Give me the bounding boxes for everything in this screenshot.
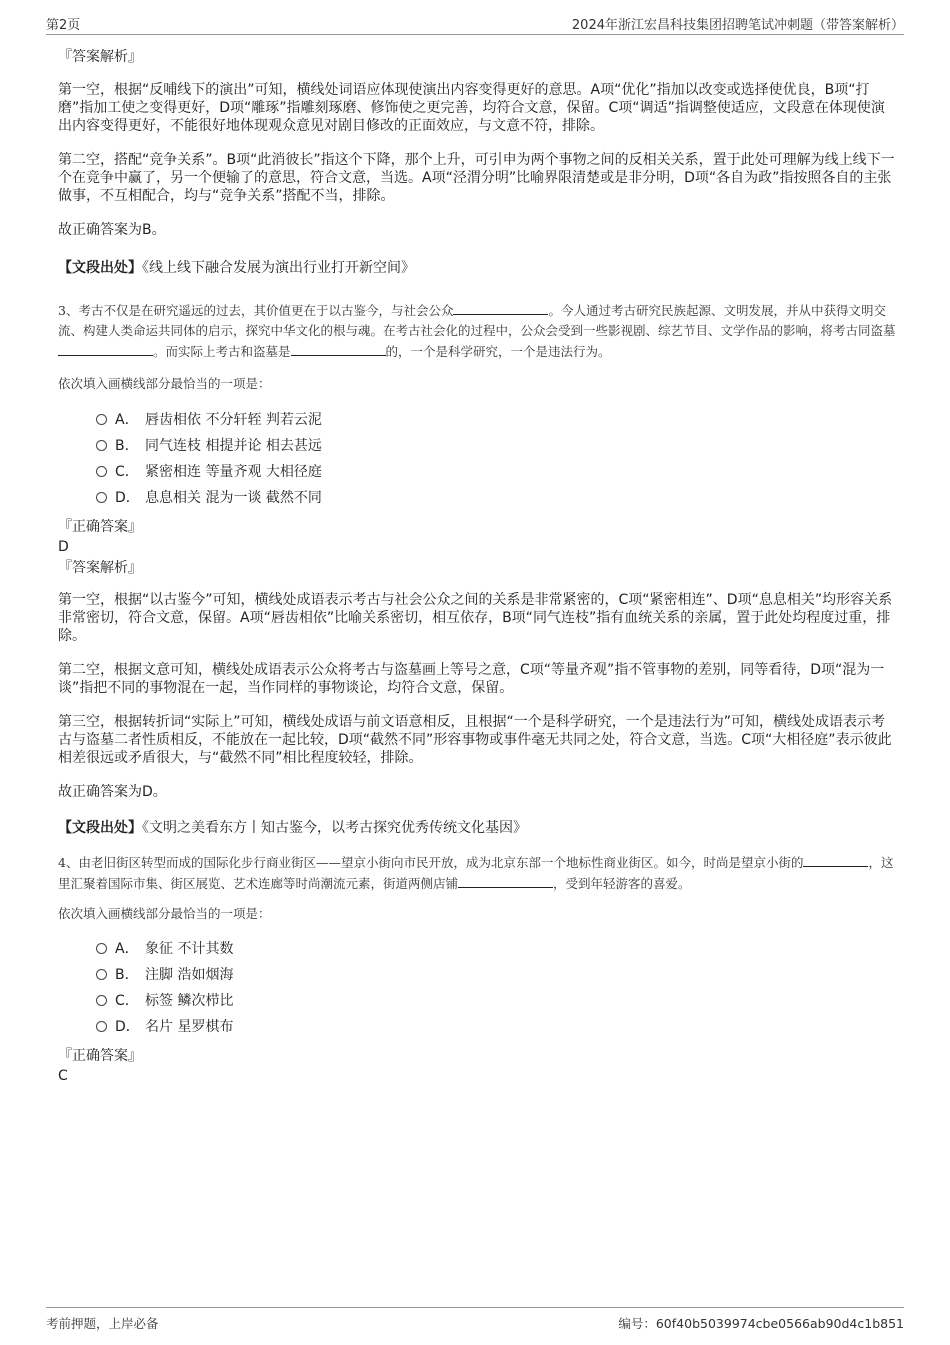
q3-stem: 3、考古不仅是在研究遥远的过去，其价值更在于以古鉴今，与社会公众 。今人通过考古研究民族起源、文明发展，并从中获得文明交流、构建人类命运共同体的启示，探究中华文化的根与魂。在考古社会化的过程中，公众会受到一些影视剧、综艺节目、文学作品的影响，将考古同盗墓。而实际上考古和盗墓是 的，一个是科学研究，一个是违法行为。 (58, 300, 898, 362)
q4-stem: 4、由老旧街区转型而成的国际化步行商业街区——望京小街向市民开放，成为北京东部一个地标性商业街区。如今，时尚是望京小街的 ，这里汇聚着国际市集、街区展览、艺术连廊等时尚潮流元素，街道两侧店铺 ，受到年轻游客的喜爱。 (58, 852, 898, 894)
blank-3 (291, 341, 386, 356)
q2-source: 【文段出处】《线上线下融合发展为演出行业打开新空间》 (58, 260, 415, 276)
radio-icon[interactable] (96, 466, 107, 477)
q3-option-d[interactable]: D． 息息相关 混为一谈 截然不同 (96, 488, 322, 508)
q2-analysis-label: 『答案解析』 (58, 49, 142, 65)
page-footer (46, 1307, 904, 1338)
q3-prompt: 依次填入画横线部分最恰当的一项是： (58, 376, 271, 391)
q4-prompt: 依次填入画横线部分最恰当的一项是： (58, 906, 271, 921)
footer-slogan: 考前押题，上岸必备 (46, 1316, 159, 1331)
q4-correct-answer: C (58, 1068, 68, 1084)
q3-analysis-para3: 第三空，根据转折词“实际上”可知，横线处成语与前文语意相反，且根据“一个是科学研究，一个是违法行为”可知，横线处成语表示考古与盗墓二者性质相反，不能放在一起比较，D项“截然不同”形容事物或事件毫无共同之处，符合文意，当选。C项“大相径庭”表示彼此相差很远或矛盾很大，与“截然不同”相比程度较轻，排除。 (58, 714, 892, 766)
page-number: 第2页 (46, 18, 81, 33)
document-id: 编号：60f40b5039974cbe0566ab90d4c1b851 (618, 1316, 904, 1331)
q4-option-d[interactable]: D． 名片 星罗棋布 (96, 1017, 233, 1037)
radio-icon[interactable] (96, 440, 107, 451)
q2-analysis-para1: 第一空，根据“反哺线下的演出”可知，横线处词语应体现使演出内容变得更好的意思。A项“优化”指加以改变或选择使优良，B项“打磨”指加工使之变得更好，D项“雕琢”指雕刻琢磨、修饰使之更完善，均符合文意，保留。C项“调适”指调整使适应，文段意在体现使演出内容变得更好，不能很好地体现观众意见对剧目修改的正面效应，与文意不符，排除。 (58, 82, 885, 134)
blank-2 (58, 341, 153, 356)
q4-option-b[interactable]: B． 注脚 浩如烟海 (96, 965, 233, 985)
q3-conclusion: 故正确答案为D。 (58, 784, 167, 800)
page-header (46, 14, 904, 35)
q3-source: 【文段出处】《文明之美看东方丨知古鉴今，以考古探究优秀传统文化基因》 (58, 820, 527, 836)
document-title: 2024年浙江宏昌科技集团招聘笔试冲刺题（带答案解析） (571, 18, 904, 33)
radio-icon[interactable] (96, 492, 107, 503)
q3-option-c[interactable]: C． 紧密相连 等量齐观 大相径庭 (96, 462, 322, 482)
q3-analysis-para2: 第二空，根据文意可知，横线处成语表示公众将考古与盗墓画上等号之意，C项“等量齐观”指不管事物的差别，同等看待，D项“混为一谈”指把不同的事物混在一起，当作同样的事物谈论，均符合文意，保留。 (58, 662, 885, 696)
radio-icon[interactable] (96, 943, 107, 954)
q3-correct-answer: D (58, 539, 69, 555)
q4-correct-label: 『正确答案』 (58, 1048, 142, 1064)
q3-option-b[interactable]: B． 同气连枝 相提并论 相去甚远 (96, 436, 322, 456)
blank-1 (453, 300, 548, 315)
radio-icon[interactable] (96, 1021, 107, 1032)
q4-option-c[interactable]: C． 标签 鳞次栉比 (96, 991, 233, 1011)
q3-correct-label: 『正确答案』 (58, 519, 142, 535)
radio-icon[interactable] (96, 969, 107, 980)
blank-1 (803, 852, 868, 867)
q3-analysis-label: 『答案解析』 (58, 560, 142, 576)
radio-icon[interactable] (96, 414, 107, 425)
q3-option-a[interactable]: A． 唇齿相依 不分轩轾 判若云泥 (96, 410, 322, 430)
q2-conclusion: 故正确答案为B。 (58, 222, 166, 238)
q3-analysis-para1: 第一空，根据“以古鉴今”可知，横线处成语表示考古与社会公众之间的关系是非常紧密的，C项“紧密相连”、D项“息息相关”均形容关系非常密切，符合文意，保留。A项“唇齿相依”比喻关系密切，相互依存，B项“同气连枝”指有血统关系的亲属，置于此处均程度过重，排除。 (58, 592, 893, 644)
q4-option-a[interactable]: A． 象征 不计其数 (96, 939, 233, 959)
radio-icon[interactable] (96, 995, 107, 1006)
q2-analysis-para2: 第二空，搭配“竞争关系”。B项“此消彼长”指这个下降，那个上升，可引申为两个事物之间的反相关关系，置于此处可理解为线上线下一个在竞争中赢了，另一个便输了的意思，符合文意，当选。A项“泾渭分明”比喻界限清楚或是非分明，D项“各自为政”指按照各自的主张做事，不互相配合，均与“竞争关系”搭配不当，排除。 (58, 152, 895, 204)
blank-2 (458, 873, 553, 888)
